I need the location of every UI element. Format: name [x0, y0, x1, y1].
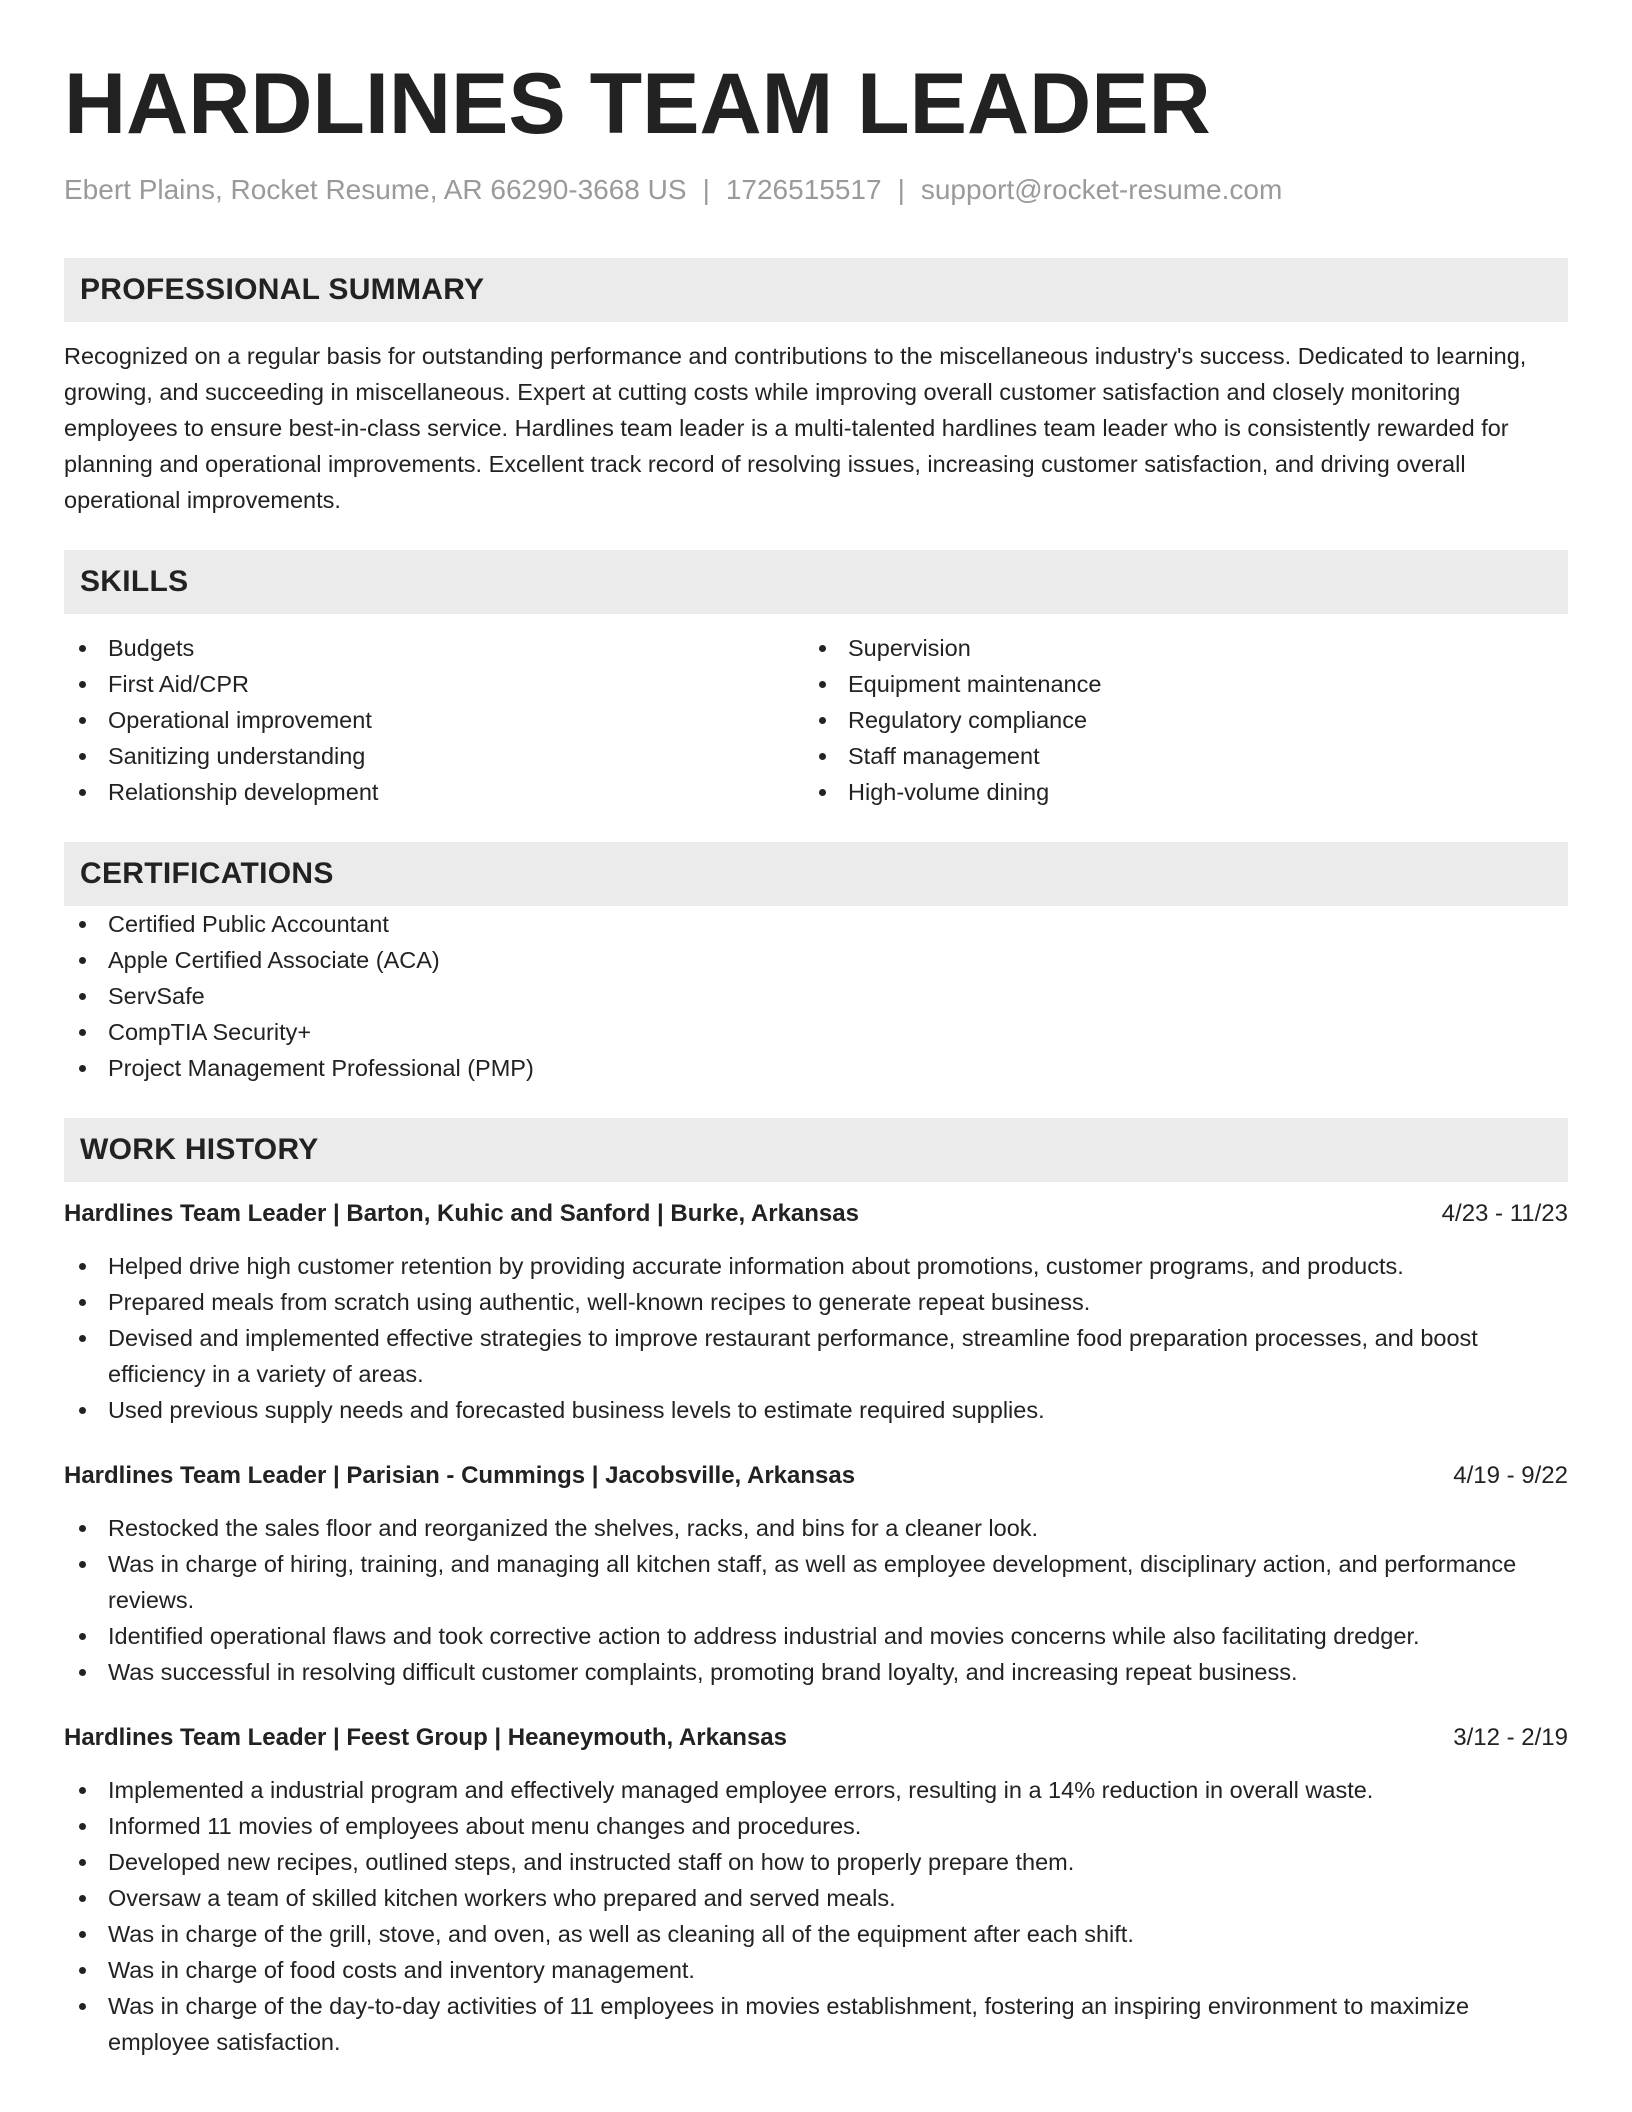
contact-separator: | — [702, 174, 710, 205]
skills-column-left — [64, 630, 804, 810]
job-bullet: Was in charge of food costs and inventory management. — [64, 1952, 1568, 1988]
job-bullet: Identified operational flaws and took corrective action to address industrial and movies concerns while also facilitating dredger. — [64, 1618, 1568, 1654]
skill-item: Supervision — [804, 630, 1544, 666]
job-entry — [64, 1458, 1568, 1690]
certification-item: Project Management Professional (PMP) — [64, 1050, 1568, 1086]
job-bullet: Prepared meals from scratch using authentic, well-known recipes to generate repeat business. — [64, 1284, 1568, 1320]
job-bullet: Was in charge of the day-to-day activities of 11 employees in movies establishment, fostering an inspiring environment to maximize employee satisfaction. — [64, 1988, 1568, 2060]
job-entry — [64, 1196, 1568, 1428]
certification-item: CompTIA Security+ — [64, 1014, 1568, 1050]
job-bullet: Was in charge of hiring, training, and managing all kitchen staff, as well as employee development, disciplinary action, and performance reviews. — [64, 1546, 1568, 1618]
skill-item: Budgets — [64, 630, 804, 666]
skill-item: Equipment maintenance — [804, 666, 1544, 702]
job-title-company: Hardlines Team Leader | Feest Group | Heaneymouth, Arkansas — [64, 1724, 787, 1751]
job-header — [64, 1458, 1568, 1494]
job-title-company: Hardlines Team Leader | Parisian - Cummings | Jacobsville, Arkansas — [64, 1462, 856, 1489]
job-bullet: Devised and implemented effective strategies to improve restaurant performance, streamline food preparation processes, and boost efficiency in a variety of areas. — [64, 1320, 1568, 1392]
certification-item: Certified Public Accountant — [64, 906, 1568, 942]
job-bullet: Restocked the sales floor and reorganized the shelves, racks, and bins for a cleaner look. — [64, 1510, 1568, 1546]
skill-item: Operational improvement — [64, 702, 804, 738]
skill-item: High-volume dining — [804, 774, 1544, 810]
certification-item: Apple Certified Associate (ACA) — [64, 942, 1568, 978]
contact-separator: | — [897, 174, 905, 205]
job-bullet: Helped drive high customer retention by providing accurate information about promotions, customer programs, and products. — [64, 1248, 1568, 1284]
job-bullet: Developed new recipes, outlined steps, and instructed staff on how to properly prepare them. — [64, 1844, 1568, 1880]
skill-item: Sanitizing understanding — [64, 738, 804, 774]
job-header — [64, 1196, 1568, 1232]
job-entry — [64, 1720, 1568, 2060]
job-title-company: Hardlines Team Leader | Barton, Kuhic and Sanford | Burke, Arkansas — [64, 1200, 859, 1227]
skill-item: Regulatory compliance — [804, 702, 1544, 738]
contact-phone: 1726515517 — [725, 174, 882, 205]
contact-address: Ebert Plains, Rocket Resume, AR 66290-3668 US — [64, 174, 687, 205]
skills-grid — [64, 630, 1568, 810]
job-bullets — [64, 1510, 1568, 1690]
job-bullets — [64, 1772, 1568, 2060]
job-header — [64, 1720, 1568, 1756]
job-dates: 4/19 - 9/22 — [1453, 1462, 1568, 1489]
job-bullet: Was successful in resolving difficult customer complaints, promoting brand loyalty, and increasing repeat business. — [64, 1654, 1568, 1690]
summary-text: Recognized on a regular basis for outstanding performance and contributions to the miscellaneous industry's success. Dedicated to learning, growing, and succeeding in miscellaneous. Expert at cutting costs while improving overall customer satisfaction and closely monitoring employees to ensure best-in-class service. Hardlines team leader is a multi-talented hardlines team leader who is consistently rewarded for planning and operational improvements. Excellent track record of resolving issues, increasing customer satisfaction, and driving overall operational improvements. — [64, 343, 1527, 513]
contact-line — [64, 172, 1568, 208]
skills-column-right — [804, 630, 1544, 810]
job-bullet: Oversaw a team of skilled kitchen workers who prepared and served meals. — [64, 1880, 1568, 1916]
section-header-summary: PROFESSIONAL SUMMARY — [64, 258, 1568, 322]
job-bullet: Informed 11 movies of employees about menu changes and procedures. — [64, 1808, 1568, 1844]
job-dates: 4/23 - 11/23 — [1441, 1200, 1568, 1227]
contact-email: support@rocket-resume.com — [920, 174, 1283, 205]
job-bullet: Used previous supply needs and forecasted business levels to estimate required supplies. — [64, 1392, 1568, 1428]
job-bullet: Was in charge of the grill, stove, and oven, as well as cleaning all of the equipment after each shift. — [64, 1916, 1568, 1952]
certification-item: ServSafe — [64, 978, 1568, 1014]
certifications-list — [64, 906, 1568, 1086]
job-bullet: Implemented a industrial program and effectively managed employee errors, resulting in a 14% reduction in overall waste. — [64, 1772, 1568, 1808]
section-header-certifications: CERTIFICATIONS — [64, 842, 1568, 906]
skill-item: Staff management — [804, 738, 1544, 774]
section-header-work-history: WORK HISTORY — [64, 1118, 1568, 1182]
job-dates: 3/12 - 2/19 — [1453, 1724, 1568, 1751]
job-bullets — [64, 1248, 1568, 1428]
section-header-skills: SKILLS — [64, 550, 1568, 614]
skill-item: First Aid/CPR — [64, 666, 804, 702]
skill-item: Relationship development — [64, 774, 804, 810]
candidate-name: HARDLINES TEAM LEADER — [64, 56, 1211, 152]
